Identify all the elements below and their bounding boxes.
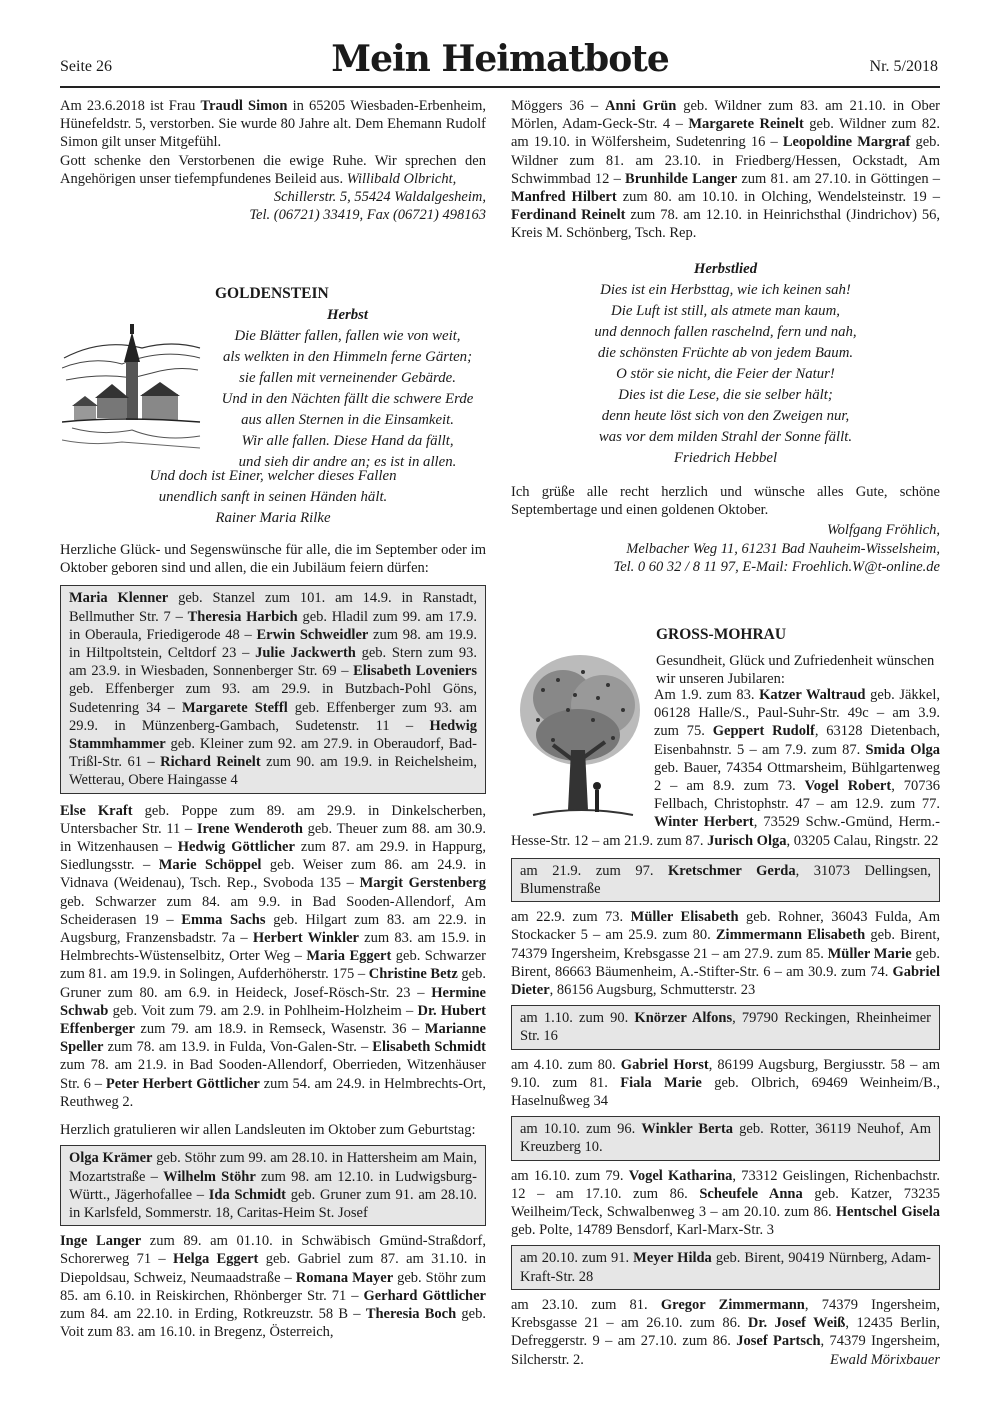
jubilar-name: Margarete Steffl	[181, 699, 288, 716]
poem-author: Rainer Maria Rilke	[215, 510, 331, 526]
jubilar-name: Margarete Reinelt	[688, 116, 804, 133]
church-village-illustration	[62, 318, 202, 458]
jubilar-name: Olga Krämer	[69, 1150, 153, 1167]
masthead-logo: Mein Heimatbote	[331, 38, 669, 80]
october-intro: Herzlich gratulieren wir allen Landsleuten im Oktober zum Geburtstag:	[60, 1122, 476, 1139]
jubilar-name: Zimmermann Elisabeth	[715, 927, 866, 944]
jubilar-details: geb. Rotter, 36119 Neuhof, Am Kreuzberg 10.	[520, 1121, 932, 1156]
jubilar-details: am 20.10. zum 91.	[520, 1250, 634, 1267]
jubilar-details: am 22.9. zum 73.	[511, 909, 631, 926]
poem-author: Friedrich Hebbel	[673, 450, 778, 466]
jubilar-details: , 74379 Ingersheim, Silcherstr. 2.	[511, 1333, 940, 1368]
birthday-intro: Herzliche Glück- und Segenswünsche für alle, die im September oder im Oktober geboren sind und allen, die ein Jubiläum feiern dürfen:	[60, 542, 486, 577]
issue-number: Nr. 5/2018	[869, 58, 938, 75]
poem-line: Dies ist die Lese, die sie selber hält;	[618, 387, 833, 403]
rilke-poem-end	[60, 466, 486, 529]
jubilar-details: geb. Stöhr zum 85. am 6.10. in Reiskirchen, Rhönberger Str. 71 –	[60, 1269, 487, 1304]
jubilar-details: Möggers 36 –	[511, 98, 605, 114]
jubilar-name: Margit Gerstenberg	[359, 875, 486, 892]
jubilar-details: geb. Voit zum 83. am 16.10. in Bregenz, Österreich,	[60, 1305, 486, 1341]
jubilar-name: Katzer Waltraud	[759, 687, 866, 703]
gross-mohrau-intro: Gesundheit, Glück und Zufriedenheit wünschen wir unseren Jubilaren:	[656, 653, 935, 688]
jubilar-name: Jurisch Olga	[707, 832, 787, 849]
jubilar-details: geb. Birent, 86663 Bäumenheim, A.-Stifter-Str. 6 – am 30.9. zum 74.	[511, 945, 940, 980]
jubilar-details: geb. Jäkkel, 06128 Halle/S., Paul-Suhr-Str. 49c – am 3.9. zum 75.	[654, 687, 941, 740]
jubilar-details: zum 80. am 10.10. in Olching, Wendelsteinstr. 19 –	[616, 189, 941, 206]
poem-line: die schönsten Früchte ab von jedem Baum.	[597, 345, 854, 361]
birthday-box-mohrau-2	[511, 1005, 940, 1049]
rilke-poem-title: Herbst	[326, 307, 369, 323]
jubilar-details: Am 1.9. zum 83.	[654, 687, 760, 703]
poem-line: als welkten in den Himmeln ferne Gärten;	[222, 349, 473, 365]
october-continued	[511, 97, 940, 243]
birthday-list-october	[60, 1232, 486, 1341]
obituary-address-2: Tel. (06721) 33419, Fax (06721) 498163	[249, 207, 486, 224]
jubilar-details: geb. Effenberger zum 93. am 29.9. in Münzenberg-Gambach, Sudetenstr. 11 –	[69, 699, 477, 734]
jubilar-details: , 73312 Geislingen, Richenbachstr. 12 – am 17.10. zum 86.	[511, 1167, 940, 1202]
jubilar-details: am 16.10. zum 79.	[511, 1167, 629, 1184]
herbstlied-title: Herbstlied	[693, 261, 758, 277]
poem-line: und dennoch fallen raschelnd, fern und nah,	[594, 324, 857, 340]
jubilar-details: geb. Effenberger zum 93. am 29.9. in Butzbach-Pohl Göns, Sudetenring 34 –	[69, 681, 477, 716]
jubilar-details: geb. Wildner zum 82. am 19.10. in Wölfersheim, Sudetenring 16 –	[511, 116, 940, 151]
birthday-box-september	[60, 585, 486, 793]
condolence-text: Gott schenke den Verstorbenen die ewige Ruhe. Wir sprechen den Angehörigen unser tiefempfundenes Beileid aus. Willibald Olbricht,	[60, 152, 486, 187]
jubilar-details: geb. Hladil zum 99. am 17.9. in Oberaula, Friedigerode 48 –	[69, 608, 477, 643]
obituary-text: Am 23.6.2018 ist Frau Traudl Simon in 65205 Wiesbaden-Erbenheim, Hünefeldstr. 5, verstorben. Sie wurde 80 Jahre alt. Dem Ehemann Rudolf Simon gilt unser Mitgefühl.	[60, 98, 486, 151]
jubilar-name: Müller Elisabeth	[630, 909, 739, 926]
jubilar-name: Hedwig Stammhammer	[69, 717, 477, 753]
jubilar-name: Ida Schmidt	[208, 1186, 287, 1203]
jubilar-details: , 73529 Schw.-Gmünd, Herm.-Hesse-Str. 12 – am 21.9. zum 87.	[511, 814, 941, 849]
jubilar-name: Meyer Hilda	[633, 1250, 712, 1267]
jubilar-name: Dr. Hubert Effenberger	[60, 1002, 486, 1038]
goldenstein-title: GOLDENSTEIN	[215, 285, 329, 302]
jubilar-details: geb. Rohner, 36043 Fulda, Am Stockacker 5 – am 25.9. zum 80.	[511, 909, 940, 944]
jubilar-details: geb. Stöhr zum 99. am 28.10. in Hattersheim am Main, Mozartstraße –	[69, 1150, 477, 1185]
jubilar-name: Richard Reinelt	[160, 754, 261, 771]
jubilar-details: geb. Stanzel zum 101. am 14.9. in Ranstadt, Bellmuther Str. 7 –	[69, 590, 477, 625]
jubilar-name: Dr. Josef Weiß	[747, 1315, 846, 1332]
jubilar-name: Gregor Zimmermann	[660, 1296, 805, 1313]
poem-line: und sieh dir andre an; es ist in allen.	[238, 454, 457, 470]
jubilar-name: Knörzer Alfons	[634, 1010, 733, 1027]
jubilar-details: geb. Wildner zum 81. am 23.10. in Friedberg/Hessen, Ockstadt, Am Schwimmbad 12 –	[511, 134, 941, 187]
jubilar-details: geb. Birent, 90419 Nürnberg, Adam-Kraft-Str. 28	[520, 1250, 931, 1285]
jubilar-details: zum 54. am 24.9. in Helmbrechts-Ort, Reuthweg 2.	[60, 1075, 487, 1110]
jubilar-details: geb. Polte, 14789 Bensdorf, Karl-Marx-Str. 3	[511, 1222, 774, 1239]
jubilar-details: zum 81. am 27.10. in Göttingen –	[737, 170, 941, 187]
birthday-box-mohrau-4	[511, 1245, 940, 1289]
jubilar-name: Scheufele Anna	[699, 1185, 803, 1202]
poem-line: was vor dem milden Strahl der Sonne fällt.	[598, 429, 853, 445]
jubilar-name: Wilhelm Stöhr	[163, 1168, 256, 1185]
jubilar-details: , 03205 Calau, Ringstr. 22	[786, 832, 939, 849]
jubilar-name: Julie Jackwerth	[255, 645, 356, 662]
mohrau-signature: Ewald Mörixbauer	[830, 1351, 940, 1368]
obituary	[60, 97, 486, 224]
jubilar-name: Irene Wenderoth	[196, 820, 303, 837]
birthday-list-september	[60, 802, 486, 1111]
gross-mohrau-list	[511, 686, 940, 1369]
birthday-box-mohrau-1	[511, 858, 940, 902]
herbstlied-section	[511, 259, 940, 576]
rilke-poem	[205, 305, 490, 473]
jubilar-details: am 23.10. zum 81.	[511, 1296, 661, 1313]
jubilar-name: Christine Betz	[368, 966, 458, 983]
obituary-address-1: Schillerstr. 5, 55424 Waldalgesheim,	[273, 189, 486, 206]
jubilar-details: , 31073 Dellingsen, Blumenstraße	[520, 862, 931, 898]
jubilar-details: geb. Gruner zum 80. am 6.9. in Heideck, Josef-Rösch-Str. 23 –	[60, 966, 486, 1001]
jubilar-details: zum 79. am 18.9. in Remseck, Wasenstr. 36 –	[134, 1021, 425, 1038]
jubilar-details: , 79790 Reckingen, Rheinheimer Str. 16	[520, 1010, 931, 1045]
poem-line: Die Luft ist still, als atmete man kaum,	[611, 303, 840, 319]
gross-mohrau-title: GROSS-MOHRAU	[656, 626, 787, 643]
jubilar-name: Elisabeth Loveniers	[353, 663, 477, 680]
jubilar-name: Marianne Speller	[60, 1021, 486, 1056]
goldenstein-section	[60, 285, 486, 303]
jubilar-details: am 10.10. zum 96.	[520, 1121, 642, 1138]
goldenstein-birthdays	[60, 541, 486, 1341]
jubilar-name: Josef Partsch	[736, 1333, 821, 1350]
jubilar-details: zum 83. am 15.9. in Helmbrechts-Wüstenselbitz, Orter Weg –	[60, 930, 486, 965]
jubilar-details: zum 98. am 12.10. in Ludwigsburg-Württ., Jägerhofallee –	[69, 1168, 478, 1203]
jubilar-name: Peter Herbert Göttlicher	[105, 1075, 260, 1092]
jubilar-details: zum 87. am 29.9. in Happurg, Siedlungsstr. –	[60, 839, 486, 874]
jubilar-name: Leopoldine Margraf	[782, 134, 911, 151]
jubilar-name: Theresia Boch	[365, 1305, 457, 1322]
poem-line: O stör sie nicht, die Feier der Natur!	[616, 366, 835, 382]
jubilar-details: , 63128 Dietenbach, Eisenbahnstr. 5 – am 7.9. zum 87.	[654, 723, 940, 758]
jubilar-name: Gerhard Göttlicher	[363, 1287, 486, 1304]
jubilar-details: , 86199 Augsburg, Bergiusstr. 58 – am 9.10. zum 81.	[511, 1056, 940, 1091]
jubilar-name: Marie Schöppel	[158, 857, 262, 874]
jubilar-details: , 70736 Fellbach, Christophstr. 47 – am 12.9. zum 77.	[654, 778, 940, 813]
jubilar-details: am 4.10. zum 80.	[511, 1056, 621, 1073]
jubilar-name: Gabriel Dieter	[511, 963, 940, 999]
birthday-list-mohrau-3	[511, 1056, 940, 1111]
jubilar-name: Winkler Berta	[641, 1121, 734, 1138]
birthday-box-october	[60, 1145, 486, 1226]
jubilar-name: Ferdinand Reinelt	[511, 207, 626, 224]
jubilar-name: Kretschmer Gerda	[668, 862, 796, 879]
jubilar-name: Fiala Marie	[620, 1074, 702, 1091]
birthday-box-mohrau-3	[511, 1116, 940, 1160]
birthday-list-mohrau-2	[511, 908, 940, 999]
signature-name: Wolfgang Fröhlich,	[826, 522, 940, 539]
jubilar-name: Elisabeth Schmidt	[372, 1039, 486, 1056]
birthday-list-mohrau-5	[511, 1296, 940, 1369]
jubilar-name: Erwin Schweidler	[256, 626, 369, 643]
jubilar-name: Maria Eggert	[306, 948, 392, 965]
jubilar-details: geb. Voit zum 79. am 2.9. in Pohlheim-Holzheim –	[108, 1002, 418, 1019]
jubilar-name: Hermine Schwab	[60, 984, 486, 1019]
jubilar-name: Winter Herbert	[654, 814, 754, 831]
jubilar-name: Romana Mayer	[295, 1269, 394, 1286]
jubilar-name: Helga Eggert	[172, 1251, 259, 1268]
jubilar-name: Else Kraft	[60, 802, 133, 819]
signature-contact: Tel. 0 60 32 / 8 11 97, E-Mail: Froehlich.W@t-online.de	[613, 558, 940, 575]
page-number: Seite 26	[60, 58, 112, 75]
jubilar-name: Vogel Robert	[804, 778, 892, 795]
jubilar-details: zum 78. am 12.10. in Heinrichsthal (Jindrichov) 56, Kreis M. Schönberg, Tsch. Rep.	[511, 207, 940, 242]
jubilar-name: Emma Sachs	[181, 911, 266, 928]
poem-line: Wir alle fallen. Diese Hand da fällt,	[241, 433, 454, 449]
poem-line: unendlich sanft in seinen Händen hält.	[158, 489, 388, 505]
poem-line: Die Blätter fallen, fallen wie von weit,	[234, 328, 461, 344]
jubilar-details: zum 84. am 22.10. in Erding, Rotkreuzstr. 58 B –	[60, 1305, 366, 1322]
jubilar-details: geb. Wildner zum 83. am 21.10. in Ober Mörlen, Adam-Geck-Str. 4 –	[511, 98, 940, 133]
jubilar-name: Müller Marie	[827, 945, 912, 962]
jubilar-details: geb. Kleiner zum 92. am 27.9. in Oberaudorf, Bad-Trißl-Str. 61 –	[69, 736, 477, 771]
jubilar-name: Herbert Winkler	[252, 930, 359, 947]
jubilar-name: Geppert Rudolf	[712, 723, 815, 740]
poem-line: aus allen Sternen in die Einsamkeit.	[241, 412, 454, 428]
greeting-text: Ich grüße alle recht herzlich und wünsche alles Gute, schöne Septembertage und einen goldenen Oktober.	[511, 484, 940, 519]
jubilar-name: Maria Klenner	[69, 590, 169, 607]
signature-address: Melbacher Weg 11, 61231 Bad Nauheim-Wisselsheim,	[626, 540, 940, 557]
jubilar-details: geb. Schwarzer zum 81. am 19.9. in Solingen, Aufderhöherstr. 175 –	[60, 948, 486, 983]
jubilar-details: geb. Hilgart zum 83. am 22.9. in Augsburg, Franzensbadstr. 7a –	[60, 911, 486, 947]
jubilar-details: geb. Poppe zum 89. am 29.9. in Dinkelscherben, Untersbacher Str. 11 –	[60, 802, 487, 837]
jubilar-details: zum 90. am 19.9. in Reichelsheim, Wetterau, Obere Haingasse 4	[69, 754, 478, 789]
jubilar-details: geb. Schwarzer zum 84. am 9.9. in Bad Sooden-Allendorf, Am Scheiderasen 19 –	[60, 893, 486, 928]
jubilar-details: geb. Olbrich, 69469 Weinheim/B., Haselnußweg 34	[511, 1074, 940, 1110]
jubilar-name: Brunhilde Langer	[625, 170, 738, 187]
jubilar-details: geb. Stern zum 93. am 23.9. in Wiesbaden, Sonnenberger Str. 69 –	[69, 645, 477, 680]
jubilar-details: geb. Katzer, 73235 Weilheim/Teck, Schwalbenweg 3 – am 20.10. zum 86.	[511, 1185, 940, 1221]
gross-mohrau-section	[656, 626, 940, 689]
jubilar-details: am 21.9. zum 97.	[520, 862, 669, 879]
poem-line: Und doch ist Einer, welcher dieses Fallen	[149, 468, 397, 484]
jubilar-details: geb. Theuer zum 88. am 30.9. in Witzenhausen –	[60, 820, 486, 856]
jubilar-details: geb. Gruner zum 91. am 28.10. in Karlsfeld, Sommerstr. 18, Caritas-Heim St. Josef	[69, 1186, 477, 1221]
jubilar-details: zum 98. am 19.9. in Hiltpoltstein, Celtdorf 23 –	[69, 626, 477, 662]
jubilar-name: Theresia Harbich	[187, 608, 298, 625]
jubilar-details: , 86156 Augsburg, Schmutterstr. 23	[549, 982, 756, 999]
jubilar-name: Vogel Katharina	[628, 1167, 733, 1184]
jubilar-name: Smida Olga	[865, 741, 941, 758]
poem-line: denn heute löst sich von den Zweigen nur,	[601, 408, 850, 424]
jubilar-details: zum 89. am 01.10. in Schwäbisch Gmünd-Straßdorf, Schorerweg 71 –	[60, 1233, 486, 1268]
jubilar-details: geb. Bauer, 74354 Ottmarsheim, Bühlgartenweg 2 – am 8.9. zum 73.	[654, 759, 940, 795]
jubilar-details: zum 78. am 13.9. in Fulda, Von-Galen-Str. –	[103, 1039, 373, 1056]
jubilar-name: Manfred Hilbert	[511, 189, 617, 206]
jubilar-details: am 1.10. zum 90.	[520, 1010, 635, 1027]
poem-line: Und in den Nächten fällt die schwere Erde	[221, 391, 474, 407]
birthday-list-mohrau-4	[511, 1167, 940, 1240]
jubilar-name: Anni Grün	[604, 98, 677, 114]
poem-line: sie fallen mit verneinender Gebärde.	[239, 370, 456, 386]
tree-spacer	[511, 686, 654, 830]
jubilar-details: geb. Weiser zum 86. am 24.9. in Vidnava (Weidenau), Tsch. Rep., Svoboda 135 –	[60, 857, 486, 892]
jubilar-details: , 74379 Ingersheim, Krebsgasse 21 – am 26.10. zum 86.	[511, 1296, 941, 1332]
birthday-list-continued	[511, 97, 940, 243]
poem-line: Dies ist ein Herbsttag, wie ich keinen sah!	[600, 282, 851, 298]
jubilar-details: zum 78. am 21.9. in Bad Sooden-Allendorf, Oberrieden, Witzenhäuser Str. 6 –	[60, 1057, 486, 1092]
header-rule	[60, 86, 940, 88]
jubilar-name: Inge Langer	[60, 1233, 142, 1250]
jubilar-name: Hentschel Gisela	[835, 1204, 940, 1221]
jubilar-details: , 12435 Berlin, Defreggerstr. 9 – am 27.10. zum 86.	[511, 1315, 940, 1350]
jubilar-details: geb. Gabriel zum 87. am 31.10. in Diepoldsau, Schweiz, Neumaadstraße –	[60, 1251, 486, 1286]
jubilar-name: Gabriel Horst	[620, 1056, 709, 1073]
jubilar-name: Hedwig Göttlicher	[177, 839, 295, 856]
jubilar-details: geb. Birent, 74379 Ingersheim, Krebsgasse 21 – am 27.9. zum 85.	[511, 927, 941, 962]
